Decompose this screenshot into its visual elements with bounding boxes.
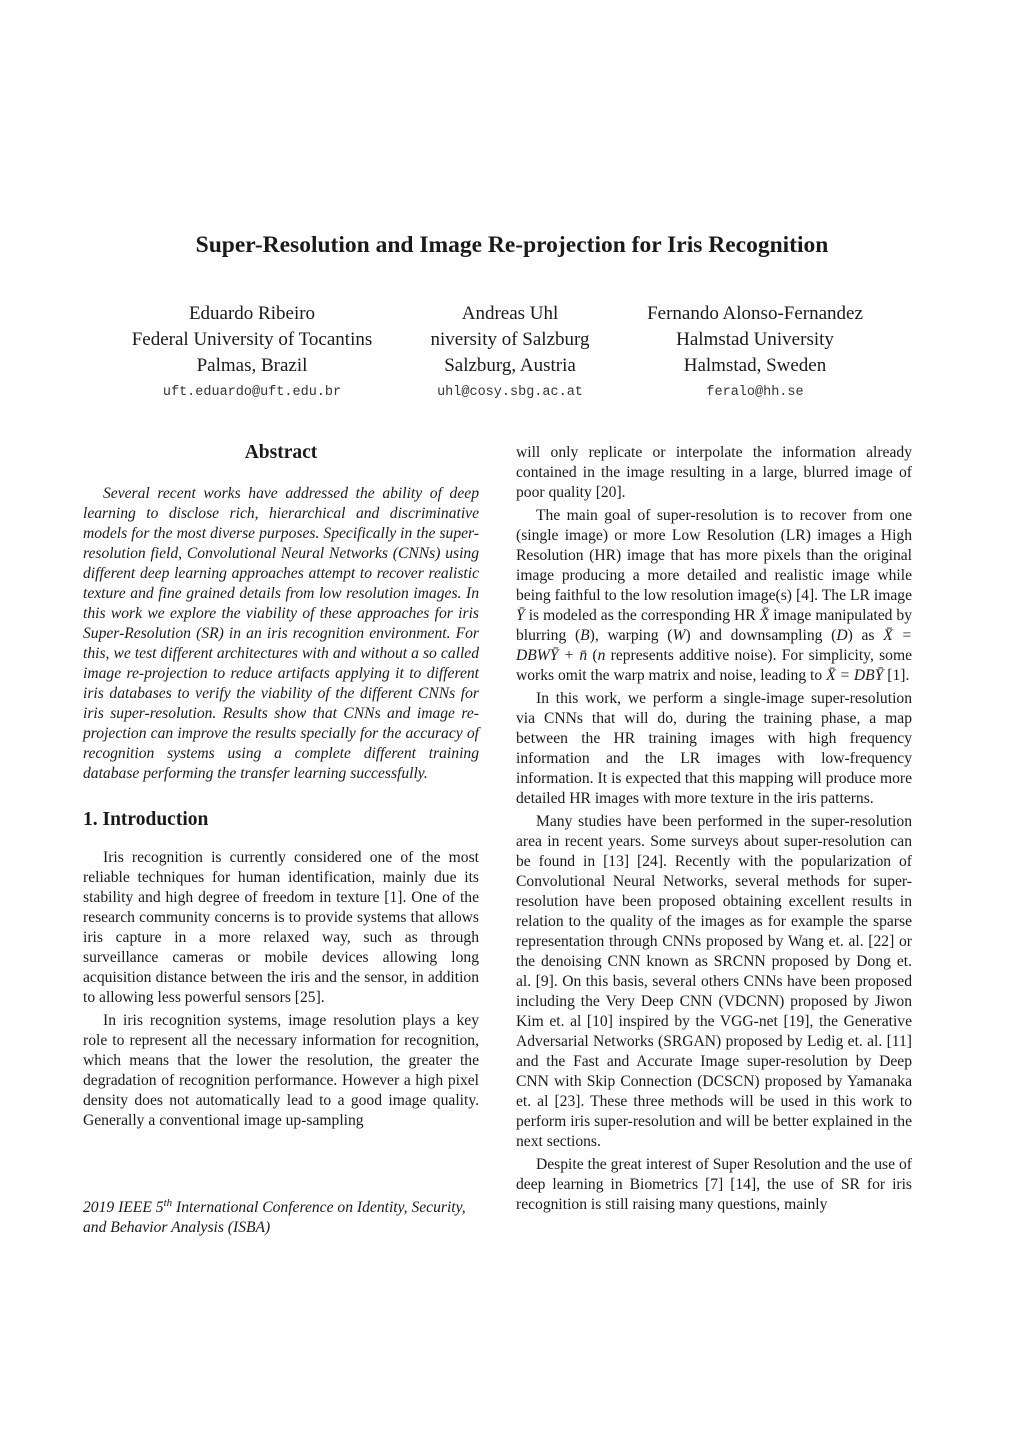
paragraph: In this work, we perform a single-image super-resolution via CNNs that will do, during the training phase, a map between the HR training images with high frequency information and the LR images with low-frequency information. It is expected that this mapping will produce more detailed HR images with more texture in the iris patterns. <box>516 690 912 807</box>
paragraph-with-math <box>516 506 912 686</box>
text-run: The main goal of super-resolution is to recover from one (single image) or more Low Resolution (LR) images a High Resolution (HR) image that has more pixels than the original image producing a more detailed and realistic image while being faithful to the low resolution image(s) [4]. The LR image <box>516 507 912 604</box>
author-email: feralo@hh.se <box>706 385 804 400</box>
author-email: uhl@cosy.sbg.ac.at <box>437 385 583 400</box>
section-heading-introduction: 1. Introduction <box>83 809 209 830</box>
text-run: ) as <box>847 627 884 644</box>
math-symbol: n <box>597 647 606 664</box>
author-email: uft.eduardo@uft.edu.br <box>162 385 342 400</box>
paper-title: Super-Resolution and Image Re-projection for Iris Recognition <box>195 232 829 258</box>
math-equation: X̄ = DBȲ <box>826 667 884 684</box>
paragraph: will only replicate or interpolate the information already contained in the image resulting in a large, blurred image of poor quality [20]. <box>516 444 912 501</box>
paragraph: In iris recognition systems, image resolution plays a key role to represent all the necessary information for recognition, which means that the lower the resolution, the greater the degradation of recognition performance. However a high pixel density does not automatically lead to a good image quality. Generally a conventional image up-sampling <box>83 1012 479 1129</box>
abstract <box>83 484 479 784</box>
author-block-2 <box>400 301 620 403</box>
footnote-prefix: 2019 IEEE 5 <box>83 1199 164 1217</box>
abstract-heading: Abstract <box>244 442 318 463</box>
author-affiliation: Halmstad University <box>676 329 834 350</box>
math-symbol: D <box>836 627 848 644</box>
author-affiliation: niversity of Salzburg <box>430 329 590 350</box>
footnote-suffix: International Conference on Identity, Security, and Behavior Analysis (ISBA) <box>83 1199 466 1237</box>
left-column <box>83 440 479 1131</box>
text-run: image manipulated by blurring ( <box>516 607 913 644</box>
math-symbol: X̄ <box>759 607 770 624</box>
paragraph: Iris recognition is currently considered one of the most reliable techniques for human identification, mainly due its stability and high degree of freedom in texture [1]. One of the research community concerns is to provide systems that allows iris capture in a more relaxed way, such as through surveillance cameras or mobile devices allowing long acquisition distance between the iris and the sensor, in addition to allowing less powerful sensors [25]. <box>83 849 479 1006</box>
author-location: Halmstad, Sweden <box>683 355 827 376</box>
author-block-3 <box>620 301 890 403</box>
author-block-1 <box>112 301 392 403</box>
author-location: Palmas, Brazil <box>196 355 308 376</box>
text-run: is modeled as the corresponding HR <box>524 607 760 624</box>
footnote-superscript: th <box>163 1197 173 1209</box>
paragraph: Despite the great interest of Super Resolution and the use of deep learning in Biometrics [7] [14], the use of SR for iris recognition is still raising many questions, mainly <box>516 1156 912 1213</box>
math-symbol: W <box>672 627 686 644</box>
math-symbol: B <box>580 627 590 644</box>
text-run: [1]. <box>883 667 910 684</box>
author-affiliation: Federal University of Tocantins <box>131 329 373 350</box>
author-name: Fernando Alonso-Fernandez <box>647 303 863 324</box>
paragraph: Many studies have been performed in the super-resolution area in recent years. Some surveys about super-resolution can be found in [13] [24]. Recently with the popularization of Convolutional Neural Networks, several methods for super-resolution have been proposed obtaining excellent results in relation to the quality of the images as for example the sparse representation through CNNs proposed by Wang et. al. [22] or the denoising CNN known as SRCNN proposed by Dong et. al. [9]. On this basis, several others CNNs have been proposed including the Very Deep CNN (VDCNN) proposed by Jiwon Kim et. al [10] inspired by the VGG-net [19], the Generative Adversarial Networks (SRGAN) proposed by Ledig et. al. [11] and the Fast and Accurate Image super-resolution by Deep CNN with Skip Connection (DCSCN) proposed by Yamanaka et. al [23]. These three methods will be used in this work to perform iris super-resolution and will be better explained in the next sections. <box>516 813 912 1150</box>
text-run: ), warping ( <box>589 627 673 644</box>
text-run: represents additive noise). For simplicity, some works omit the warp matrix and noise, leading to <box>516 647 912 684</box>
math-equation: X̄ = DBWȲ + n̄ <box>516 627 912 664</box>
right-column <box>516 443 912 1215</box>
author-location: Salzburg, Austria <box>444 355 576 376</box>
text-run: ( <box>587 647 598 664</box>
math-symbol: Ȳ <box>516 607 525 624</box>
author-name: Andreas Uhl <box>461 303 559 324</box>
abstract-text: Several recent works have addressed the ability of deep learning to disclose rich, hierarchical and discriminative models for the most diverse purposes. Specifically in the super-resolution field, Convolutional Neural Networks (CNNs) using different deep learning approaches attempt to recover realistic texture and fine grained details from low resolution images. In this work we explore the viability of these approaches for iris Super-Resolution (SR) in an iris recognition environment. For this, we test different architectures with and without a so called image re-projection to reduce artifacts applying it to different iris databases to verify the viability of the different CNNs for iris super-resolution. Results show that CNNs and image re-projection can improve the results specially for the accuracy of recognition systems using a complete different training database performing the transfer learning successfully. <box>83 485 479 782</box>
author-name: Eduardo Ribeiro <box>188 303 316 324</box>
text-run: ) and downsampling ( <box>685 627 837 644</box>
conference-footnote <box>83 1193 479 1238</box>
